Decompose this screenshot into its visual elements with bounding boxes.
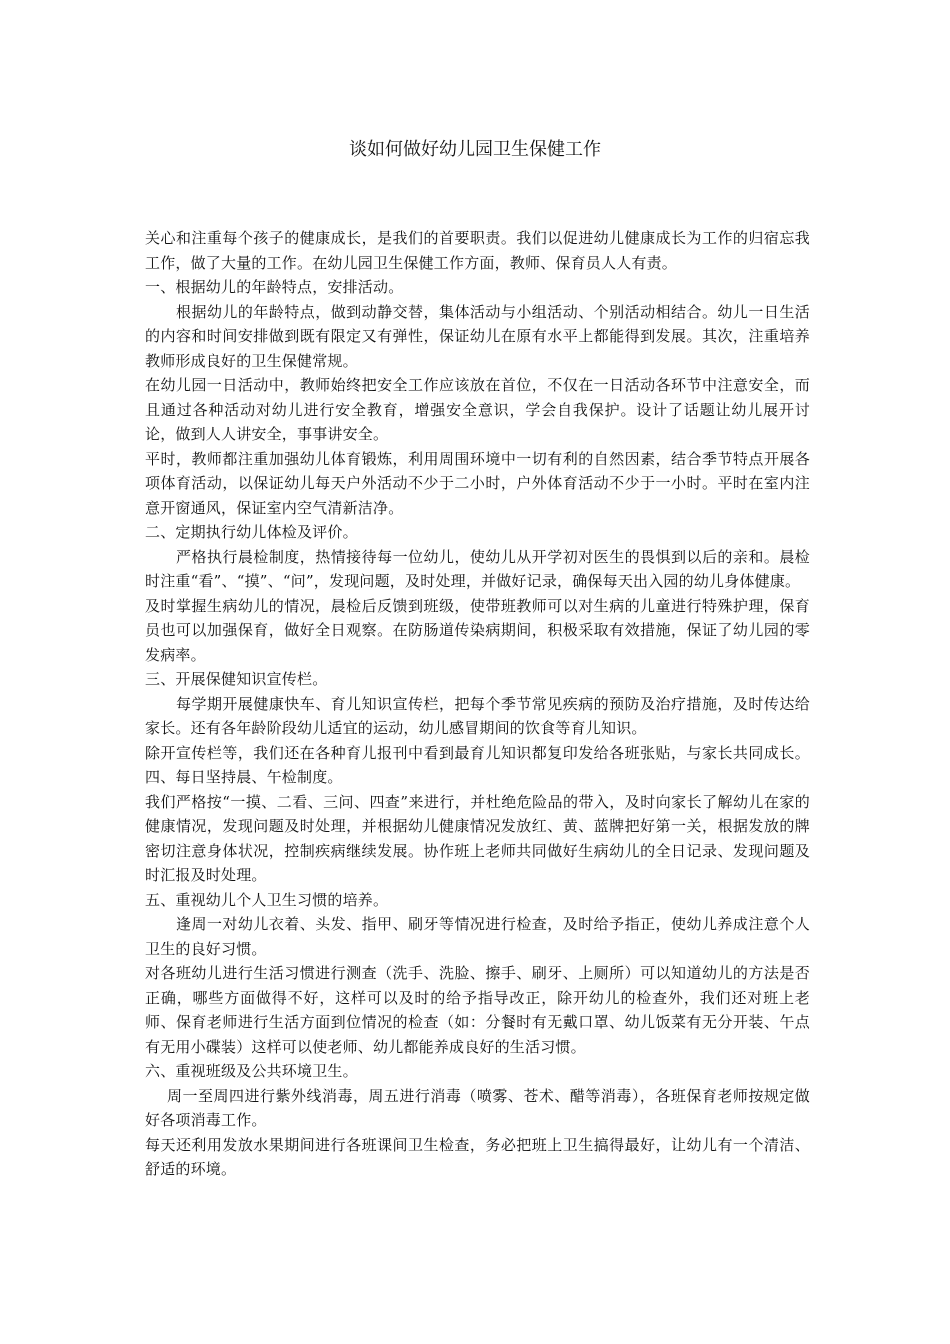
paragraph: 严格执行晨检制度，热情接待每一位幼儿，使幼儿从开学初对医生的畏惧到以后的亲和。晨检时注重“看”、“摸”、“问”，发现问题，及时处理，并做好记录，确保每天出入园的幼儿身体健康。 — [145, 547, 810, 590]
paragraph: 我们严格按“一摸、二看、三问、四查”来进行，并杜绝危险品的带入，及时向家长了解幼儿在家的健康情况，发现问题及时处理，并根据幼儿健康情况发放红、黄、蓝牌把好第一关，根据发放的牌密切注意身体状况，控制疾病继续发展。协作班上老师共同做好生病幼儿的全日记录、发现问题及时汇报及时处理。 — [145, 792, 810, 884]
paragraph: 根据幼儿的年龄特点，做到动静交替，集体活动与小组活动、个别活动相结合。幼儿一日生活的内容和时间安排做到既有限定又有弹性，保证幼儿在原有水平上都能得到发展。其次，注重培养教师形成良好的卫生保健常规。 — [145, 302, 810, 370]
paragraph: 对各班幼儿进行生活习惯进行测查（洗手、洗脸、擦手、刷牙、上厕所）可以知道幼儿的方法是否正确，哪些方面做得不好，这样可以及时的给予指导改正，除开幼儿的检查外，我们还对班上老师、保育老师进行生活方面到位情况的检查（如：分餐时有无戴口罩、幼儿饭菜有无分开装、午点有无用小碟装）这样可以使老师、幼儿都能养成良好的生活习惯。 — [145, 964, 810, 1056]
paragraph: 一、根据幼儿的年龄特点，安排活动。 — [145, 278, 404, 296]
paragraph: 在幼儿园一日活动中，教师始终把安全工作应该放在首位，不仅在一日活动各环节中注意安全，而且通过各种活动对幼儿进行安全教育，增强安全意识，学会自我保护。设计了话题让幼儿展开讨论，做到人人讲安全，事事讲安全。 — [145, 376, 810, 443]
paragraph: 三、开展保健知识宣传栏。 — [145, 670, 328, 688]
paragraph: 六、重视班级及公共环境卫生。 — [145, 1062, 358, 1080]
document-body — [145, 226, 810, 1182]
paragraph: 每学期开展健康快车、育儿知识宣传栏，把每个季节常见疾病的预防及治疗措施，及时传达给家长。还有各年龄阶段幼儿适宜的运动，幼儿感冒期间的饮食等育儿知识。 — [145, 694, 810, 737]
paragraph: 及时掌握生病幼儿的情况，晨检后反馈到班级，使带班教师可以对生病的儿童进行特殊护理，保育员也可以加强保育，做好全日观察。在防肠道传染病期间，积极采取有效措施，保证了幼儿园的零发病率。 — [145, 596, 810, 664]
paragraph: 除开宣传栏等，我们还在各种育儿报刊中看到最育儿知识都复印发给各班张贴，与家长共同成长。四、每日坚持晨、午检制度。 — [145, 743, 810, 786]
paragraph: 五、重视幼儿个人卫生习惯的培养。 — [145, 890, 389, 909]
paragraph: 周一至周四进行紫外线消毒，周五进行消毒（喷雾、苍术、醋等消毒），各班保育老师按规定做好各项消毒工作。 — [145, 1086, 810, 1129]
paragraph: 每天还利用发放水果期间进行各班课间卫生检查，务必把班上卫生搞得最好，让幼儿有一个清洁、舒适的环境。 — [145, 1135, 810, 1178]
paragraph: 二、定期执行幼儿体检及评价。 — [145, 523, 358, 541]
paragraph: 逢周一对幼儿衣着、头发、指甲、刷牙等情况进行检查，及时给予指正，使幼儿养成注意个人卫生的良好习惯。 — [145, 915, 810, 958]
paragraph: 关心和注重每个孩子的健康成长，是我们的首要职责。我们以促进幼儿健康成长为工作的归宿忘我工作，做了大量的工作。在幼儿园卫生保健工作方面，教师、保育员人人有责。 — [145, 229, 810, 272]
document-title: 谈如何做好幼儿园卫生保健工作 — [349, 139, 601, 160]
paragraph: 平时，教师都注重加强幼儿体育锻炼，利用周围环境中一切有利的自然因素，结合季节特点开展各项体育活动，以保证幼儿每天户外活动不少于二小时，户外体育活动不少于一小时。平时在室内注意开窗通风，保证室内空气清新洁净。 — [145, 449, 810, 517]
